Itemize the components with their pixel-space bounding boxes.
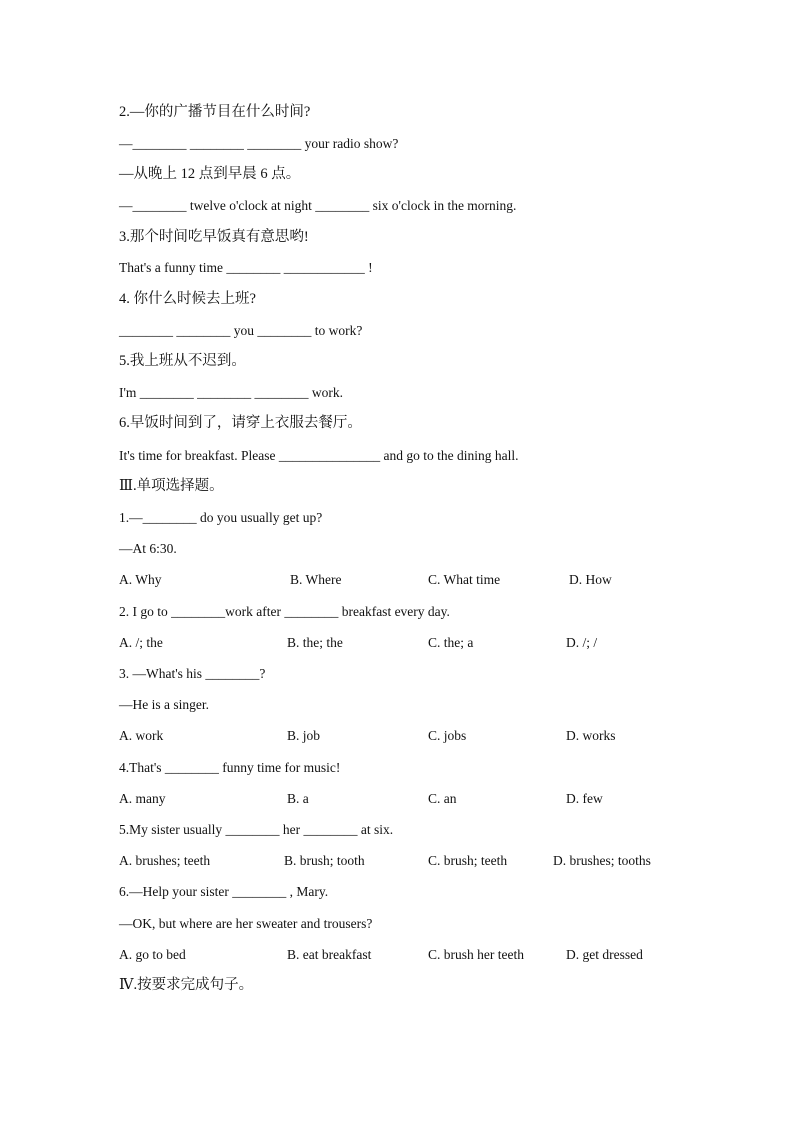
mc-5-option-a: A. brushes; teeth: [119, 853, 211, 868]
mc-5-option-c: C. brush; teeth: [428, 853, 508, 868]
mc-6-option-d: D. get dressed: [566, 947, 643, 962]
mc-2-option-a: A. /; the: [119, 635, 163, 650]
question-6-prompt: 6.早饭时间到了，请穿上衣服去餐厅。: [119, 415, 362, 431]
mc-question-6-reply: —OK, but where are her sweater and trousers?: [119, 916, 373, 931]
mc-2-option-b: B. the; the: [287, 635, 343, 650]
mc-2-option-d: D. /; /: [566, 635, 598, 650]
question-3-prompt: 3.那个时间吃早饭真有意思哟!: [119, 229, 309, 245]
mc-question-6: 6.—Help your sister ________ , Mary.: [119, 884, 329, 899]
mc-question-4: 4.That's ________ funny time for music!: [119, 760, 341, 775]
mc-6-option-b: B. eat breakfast: [287, 947, 372, 962]
question-4-prompt: 4. 你什么时候去上班?: [119, 291, 256, 307]
mc-question-3: 3. —What's his ________?: [119, 666, 266, 681]
mc-5-option-d: D. brushes; tooths: [553, 853, 651, 868]
mc-2-option-c: C. the; a: [428, 635, 474, 650]
question-2-answer-line: —________ ________ ________ your radio show?: [119, 136, 399, 151]
mc-question-2: 2. I go to ________work after ________ breakfast every day.: [119, 604, 450, 619]
mc-3-option-c: C. jobs: [428, 728, 467, 743]
mc-4-option-b: B. a: [287, 791, 309, 806]
mc-3-option-b: B. job: [287, 728, 321, 743]
section-4-heading: Ⅳ.按要求完成句子。: [119, 977, 254, 993]
question-5-answer-line: I'm ________ ________ ________ work.: [119, 385, 344, 400]
question-4-answer-line: ________ ________ you ________ to work?: [119, 323, 363, 338]
mc-question-1-reply: —At 6:30.: [119, 541, 177, 556]
mc-1-option-c: C. What time: [428, 572, 501, 587]
question-5-prompt: 5.我上班从不迟到。: [119, 353, 246, 369]
mc-3-option-d: D. works: [566, 728, 616, 743]
question-2-reply-prompt: —从晚上 12 点到早晨 6 点。: [119, 166, 301, 182]
mc-question-1: 1.—________ do you usually get up?: [119, 510, 323, 525]
mc-6-option-c: C. brush her teeth: [428, 947, 524, 962]
question-2-prompt: 2.—你的广播节目在什么时间?: [119, 104, 311, 120]
mc-6-option-a: A. go to bed: [119, 947, 186, 962]
mc-1-option-a: A. Why: [119, 572, 162, 587]
mc-5-option-b: B. brush; tooth: [284, 853, 365, 868]
mc-3-option-a: A. work: [119, 728, 164, 743]
mc-question-5: 5.My sister usually ________ her ________ at six.: [119, 822, 394, 837]
mc-1-option-b: B. Where: [290, 572, 342, 587]
section-3-heading: Ⅲ.单项选择题。: [119, 478, 224, 494]
question-2-reply-line: —________ twelve o'clock at night ________ six o'clock in the morning.: [119, 198, 517, 213]
question-3-answer-line: That's a funny time ________ ____________ !: [119, 260, 373, 275]
mc-1-option-d: D. How: [569, 572, 612, 587]
question-6-answer-line: It's time for breakfast. Please _______________ and go to the dining hall.: [119, 448, 519, 463]
mc-4-option-d: D. few: [566, 791, 603, 806]
mc-question-3-reply: —He is a singer.: [119, 697, 209, 712]
mc-4-option-a: A. many: [119, 791, 166, 806]
mc-4-option-c: C. an: [428, 791, 457, 806]
